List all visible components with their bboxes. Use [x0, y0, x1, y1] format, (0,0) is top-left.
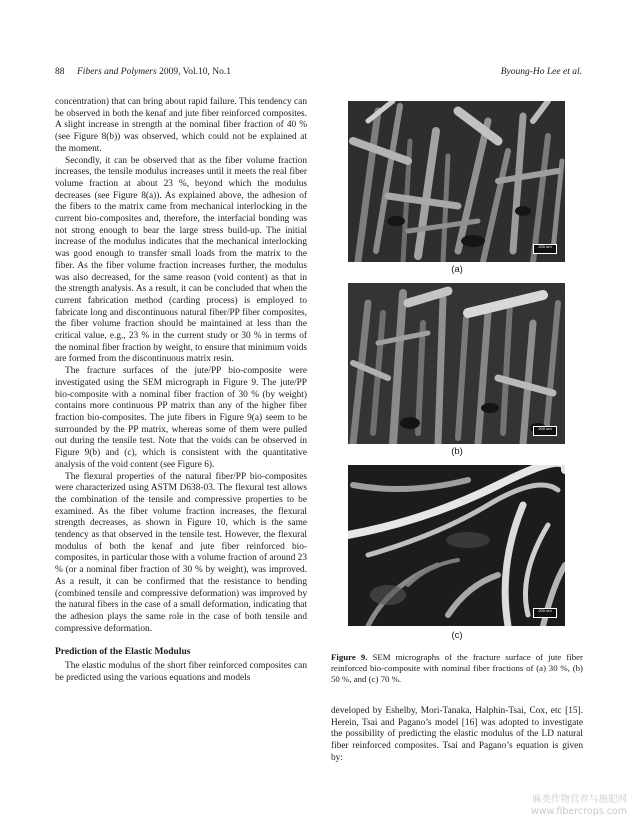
journal-name: Fibers and Polymers: [77, 67, 157, 77]
paragraph: The flexural properties of the natural fiber/PP bio-composites were characterized using ASTM D638-03. The flexural test allows the combination of the tensile and compressive properties to be examined. As the fiber volume fraction increases, the flexural strength decreases, as shown in Figure 10, which is the same tendency as that observed in the tensile test. However, the flexural modulus of both the kenaf and jute fiber reinforced bio-composites, in particular those with a volume fraction of around 23 % (or a nominal fiber fraction of 30 % by weight), was improved. As a result, it can be confirmed that the resistance to bending (combined tensile and compressive deformation) was improved by the natural fibers in the case of a small deformation, indicating that the adhesion plays the same role in the case of both tensile and compressive deformation.: [55, 471, 307, 634]
figure-caption: [331, 652, 583, 685]
journal-issue: 2009, Vol.10, No.1: [156, 67, 232, 77]
watermark-line-1: 麻类作物营养与施肥网: [531, 794, 627, 805]
sem-image-c: [348, 465, 565, 626]
caption-text: SEM micrographs of the fracture surface of jute fiber reinforced bio-composite with nominal fiber fractions of (a) 30 %, (b) 50 %, and (c) 70 %.: [331, 652, 583, 684]
caption-label: Figure 9.: [331, 652, 368, 662]
paragraph: The fracture surfaces of the jute/PP bio-composite were investigated using the SEM micrograph in Figure 9. The jute/PP bio-composite with a nominal fiber fraction of 30 % (by weight) contains more continuous PP matrix than any of the higher fiber fraction bio-composites. The jute fibers in Figure 9(a) seem to be surrounded by the PP matrix, whereas some of them were pulled out during the tensile test. Note that the voids can be observed in Figure 9(b) and (c), which is consistent with the quantitative analysis of the void content (see Figure 6).: [55, 366, 307, 470]
paragraph: concentration) that can bring about rapid failure. This tendency can be observed in both the kenaf and jute fiber reinforced composites. A slight increase in strength at the nominal fiber fraction of 40 % (see Figure 8(b)) was observed, which could not be explained at the moment.: [55, 97, 307, 154]
watermark: [531, 794, 627, 818]
subfigure-label-b: (b): [451, 446, 463, 457]
scale-bar: 200 um: [533, 244, 557, 254]
scale-bar: 200 um: [533, 426, 557, 436]
sem-image-a: [348, 101, 565, 262]
subfigure-label-a: (a): [451, 264, 463, 275]
sem-micrograph-b: [348, 283, 565, 444]
author-line: Byoung-Ho Lee et al.: [500, 67, 582, 77]
paragraph: The elastic modulus of the short fiber reinforced composites can be predicted using the various equations and models: [55, 661, 307, 683]
watermark-line-2: www.fibercrops.com: [530, 806, 627, 817]
paragraph: developed by Eshelby, Mori-Tanaka, Halphin-Tsai, Cox, etc [15]. Herein, Tsai and Pagano’s model [16] was adopted to investigate the possibility of predicting the elastic modulus of the LD natural fiber reinforced composites. Tsai and Pagano’s equation is given by:: [331, 706, 583, 763]
section-heading: Prediction of the Elastic Modulus: [55, 647, 191, 658]
page-number: 88: [55, 67, 65, 77]
sem-micrograph-a: [348, 101, 565, 262]
right-column-text: [331, 706, 583, 765]
left-column: [55, 97, 307, 684]
sem-micrograph-c: [348, 465, 565, 626]
running-header: [55, 67, 582, 81]
subfigure-label-c: (c): [451, 630, 463, 641]
scale-bar: 200 um: [533, 608, 557, 618]
paragraph: Secondly, it can be observed that as the fiber volume fraction increases, the tensile modulus increases until it meets the real fiber volume fraction at about 23 %, beyond which the modulus decreases (see Figure 8(a)). As explained above, the adhesion of the fibers to the matrix came from mechanical interlocking in the current bio-composites and, therefore, the interfacial bonding was not strong enough to bear the large stress build-up. The initial increase of the modulus indicates that the mechanical interlocking was good enough to transfer small loads from the matrix to the fiber. As the fiber volume fraction increases further, the modulus was also decreased, for the same reason (void content) as that in the strength analysis. As a result, it can be concluded that when the current fabrication method (carding process) is employed to fabricate long and discontinuous natural fiber/PP fiber composites, the fiber volume fraction should be maintained at less than the critical value, e.g., 23 % in the current study or 30 % in terms of the nominal fiber fraction by weight, to ensure that minimum voids are formed from the discontinuous matrix resin.: [55, 155, 307, 365]
sem-image-b: [348, 283, 565, 444]
journal-citation: [77, 67, 231, 77]
